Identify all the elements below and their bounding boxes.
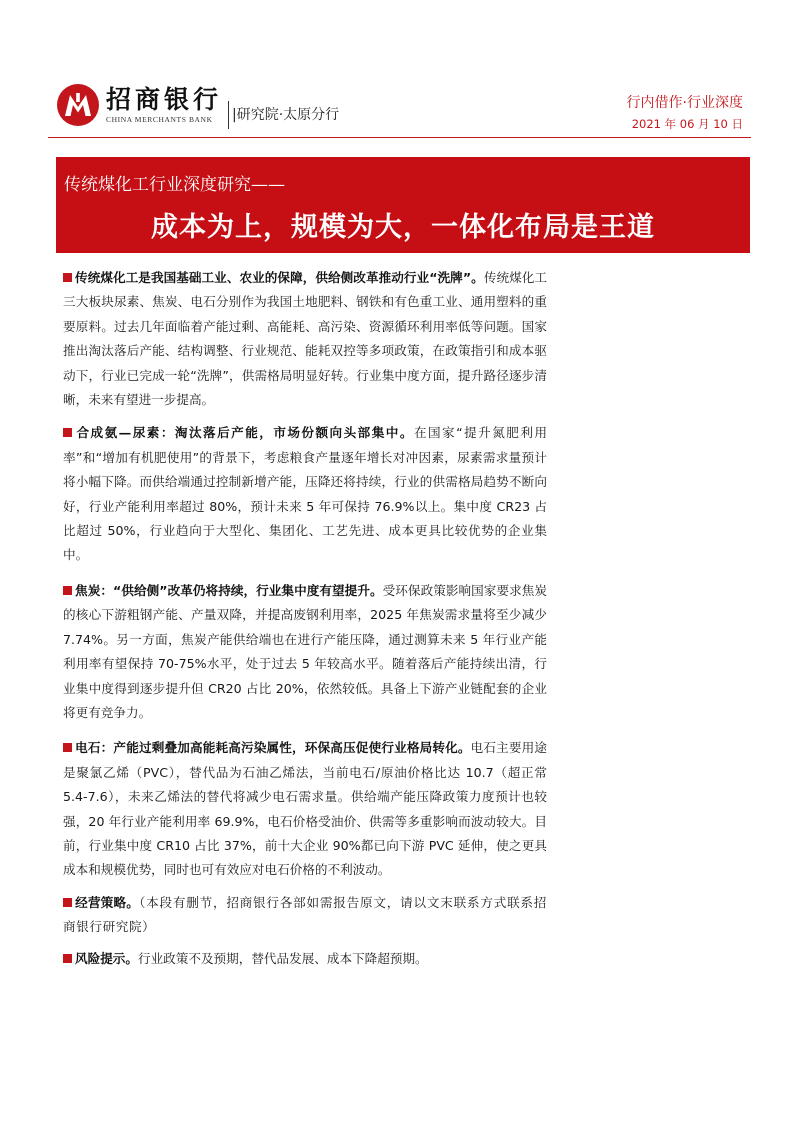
title-banner <box>56 157 750 253</box>
paragraph-lead: 电石：产能过剩叠加高能耗高污染属性，环保高压促使行业格局转化。 <box>75 740 471 756</box>
report-subtitle: 传统煤化工行业深度研究—— <box>64 175 285 195</box>
square-bullet-icon <box>63 273 72 282</box>
department-label: |研究院·太原分行 <box>232 107 340 123</box>
paragraph-lead: 风险提示。 <box>75 950 138 966</box>
paragraph-body: 行业政策不及预期，替代品发展、成本下降超预期。 <box>137 950 428 966</box>
paragraph-body: 电石主要用途是聚氯乙烯（PVC），替代品为石油乙烯法，当前电石/原油价格比达 10.7（超正常 5.4-7.6），未来乙烯法的替代将减少电石需求量。供给端产能压降政策力度预计也较强，20 年行业产能利用率 69.9%，电石价格受油价、供需等多重影响而波动较大。目前，行业集中度 CR10 占比 37%，前十大企业 90%都已向下游 PVC 延伸，使之更具成本和规模优势，同时也可有效应对电石价格的不利波动。 <box>63 740 548 878</box>
paragraph-lead: 经营策略。 <box>75 894 140 910</box>
paragraph-body: 在国家“提升氮肥利用率”和“增加有机肥使用”的背景下，考虑粮食产量逐年增长对冲因素，尿素需求量预计将小幅下降。而供给端通过控制新增产能，压降还将持续，行业的供需格局趋势不断向好，行业产能利用率超过 80%，预计未来 5 年可保持 76.9%以上。集中度 CR23 占比超过 50%，行业趋向于大型化、集团化、工艺先进、成本更具比较优势的企业集中。 <box>63 425 548 563</box>
document-date: 2021 年 06 月 10 日 <box>631 117 743 131</box>
square-bullet-icon <box>63 743 72 752</box>
square-bullet-icon <box>63 898 72 907</box>
summary-section <box>63 266 547 971</box>
logo-name: 招商银行 <box>106 84 223 114</box>
brand-logo <box>56 80 339 130</box>
logo-english: CHINA MERCHANTS BANK <box>106 114 213 124</box>
summary-paragraph-coke <box>63 579 547 725</box>
summary-paragraph-risk <box>63 947 547 971</box>
paragraph-lead: 合成氨—尿素：淘汰落后产能，市场份额向头部集中。 <box>75 425 414 441</box>
paragraph-lead: 焦炭：“供给侧”改革仍将持续，行业集中度有望提升。 <box>75 582 383 598</box>
paragraph-lead: 传统煤化工是我国基础工业、农业的保障，供给侧改革推动行业“洗牌”。 <box>75 270 484 285</box>
paragraph-body: 受环保政策影响国家要求焦炭的核心下游粗钢产能、产量双降，并提高废钢利用率，2025 年焦炭需求量将至少减少 7.74%。另一方面，焦炭产能供给端也在进行产能压降，通过测算未来 5 年行业产能利用率有望保持 70-75%水平，处于过去 5 年较高水平。随着落后产能持续出清，行业集中度得到逐步提升但 CR20 占比 20%，依然较低。具备上下游产业链配套的企业将更有竞争力。 <box>63 582 547 720</box>
summary-paragraph-strategy <box>63 891 547 940</box>
summary-paragraph-urea <box>63 421 547 567</box>
document-type: 行内借作·行业深度 <box>626 95 743 111</box>
cmb-logo-icon <box>56 83 100 127</box>
report-title: 成本为上，规模为大，一体化布局是王道 <box>151 212 655 243</box>
logo-text <box>106 86 222 125</box>
summary-paragraph-calcium-carbide <box>63 736 547 882</box>
square-bullet-icon <box>63 428 72 437</box>
paragraph-body: 传统煤化工三大板块尿素、焦炭、电石分别作为我国土地肥料、钢铁和有色重工业、通用塑料的重要原料。过去几年面临着产能过剩、高能耗、高污染、资源循环利用率低等问题。国家推出淘汰落后产能、结构调整、行业规范、能耗双控等多项政策，在政策指引和成本驱动下，行业已完成一轮“洗牌”，供需格局明显好转。行业集中度方面，提升路径逐步清晰，未来有望进一步提高。 <box>63 270 547 408</box>
square-bullet-icon <box>63 954 72 963</box>
header-divider <box>48 137 751 138</box>
logo-divider <box>228 101 229 129</box>
summary-paragraph-industry <box>63 266 547 412</box>
square-bullet-icon <box>63 586 72 595</box>
paragraph-body: （本段有删节，招商银行各部如需报告原文，请以文末联系方式联系招商银行研究院） <box>63 894 547 935</box>
